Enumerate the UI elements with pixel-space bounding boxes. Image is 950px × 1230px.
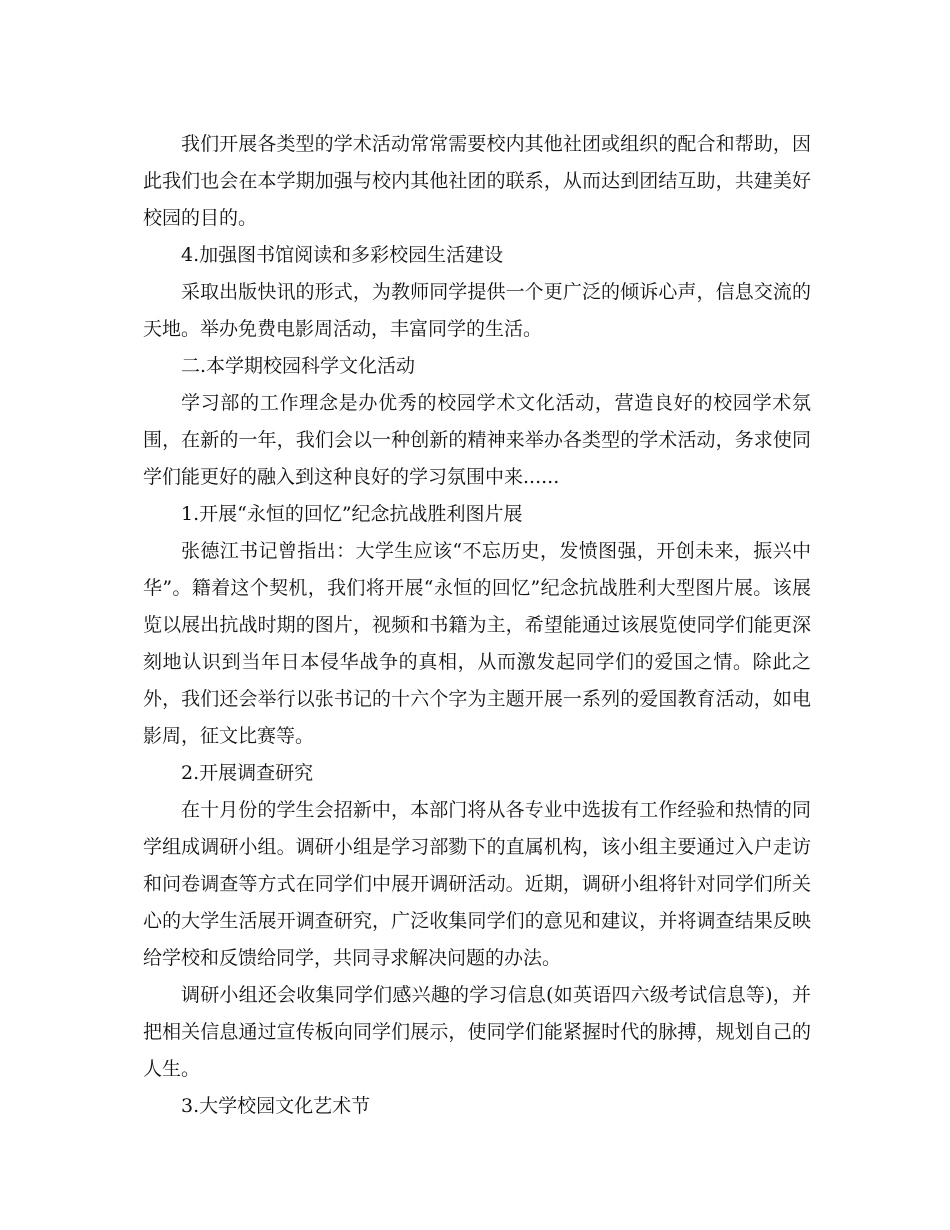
paragraph-exhibition: 张德江书记曾指出：大学生应该“不忘历史，发愤图强，开创未来，振兴中华”。籍着这个契机，我们将开展“永恒的回忆”纪念抗战胜利大型图片展。该展览以展出抗战时期的图片，视频和书籍为主，希望能通过该展览使同学们能更深刻地认识到当年日本侵华战争的真相，从而激发起同学们的爱国之情。除此之外，我们还会举行以张书记的十六个字为主题开展一系列的爱国教育活动，如电影周，征文比赛等。: [143, 540, 811, 747]
document-body: [143, 126, 811, 1125]
paragraph-research-group: 在十月份的学生会招新中，本部门将从各专业中选拔有工作经验和热情的同学组成调研小组。调研小组是学习部勠下的直属机构，该小组主要通过入户走访和问卷调查等方式在同学们中展开调研活动。近期，调研小组将针对同学们所关心的大学生活展开调查研究，广泛收集同学们的意见和建议，并将调查结果反映给学校和反馈给同学，共同寻求解决问题的办法。: [143, 799, 811, 969]
heading-art-festival: 3.大学校园文化艺术节: [181, 1095, 371, 1117]
paragraph-study-info: 调研小组还会收集同学们感兴趣的学习信息(如英语四六级考试信息等)，并把相关信息通过宣传板向同学们展示，使同学们能紧握时代的脉搏，规划自己的人生。: [143, 984, 811, 1080]
paragraph-work-philosophy: 学习部的工作理念是办优秀的校园学术文化活动，营造良好的校园学术氛围，在新的一年，我们会以一种创新的精神来举办各类型的学术活动，务求使同学们能更好的融入到这种良好的学习氛围中来......: [143, 392, 811, 488]
heading-photo-exhibition: 1.开展“永恒的回忆”纪念抗战胜利图片展: [181, 503, 523, 525]
heading-library-reading: 4.加强图书馆阅读和多彩校园生活建设: [181, 244, 504, 266]
heading-campus-activities: 二.本学期校园科学文化活动: [181, 355, 416, 377]
heading-research: 2.开展调查研究: [181, 762, 314, 784]
paragraph-cooperation: 我们开展各类型的学术活动常常需要校内其他社团或组织的配合和帮助，因此我们也会在本学期加强与校内其他社团的联系，从而达到团结互助，共建美好校园的目的。: [143, 133, 811, 229]
paragraph-newsletter: 采取出版快讯的形式，为教师同学提供一个更广泛的倾诉心声，信息交流的天地。举办免费电影周活动，丰富同学的生活。: [143, 281, 811, 340]
